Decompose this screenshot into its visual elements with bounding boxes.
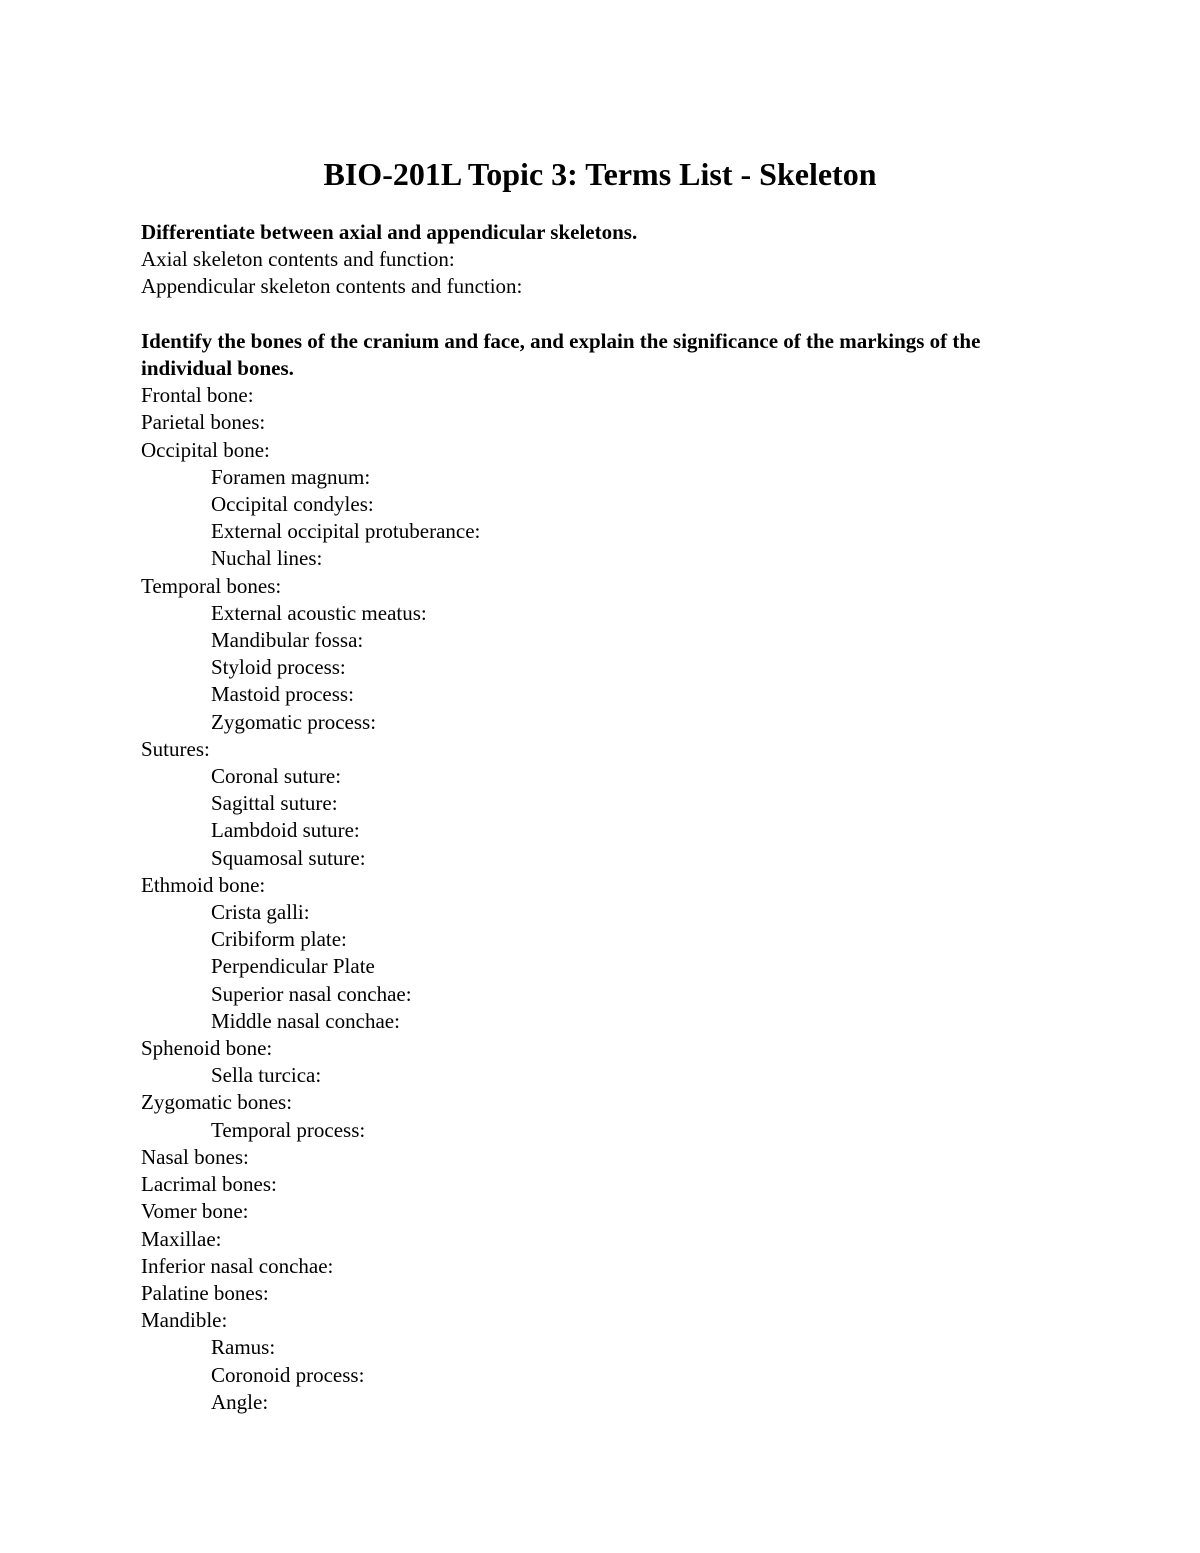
- sub-term-item: Coronoid process:: [211, 1362, 365, 1387]
- sub-term-item: Coronal suture:: [211, 764, 342, 789]
- term-item: Frontal bone:: [141, 383, 254, 408]
- term-item: Sphenoid bone:: [141, 1036, 273, 1061]
- section-heading: Differentiate between axial and appendicular skeletons.: [141, 220, 638, 244]
- document-body: [141, 219, 1061, 1416]
- term-item: Mandible:: [141, 1308, 228, 1333]
- terms-section: [141, 219, 1061, 301]
- terms-section: [141, 328, 1061, 1416]
- sub-term-item: Mandibular fossa:: [211, 628, 364, 653]
- term-item: Vomer bone:: [141, 1199, 249, 1224]
- sub-term-item: External occipital protuberance:: [211, 519, 481, 544]
- sub-term-item: External acoustic meatus:: [211, 600, 427, 625]
- term-item: Axial skeleton contents and function:: [141, 247, 455, 272]
- sub-term-item: Superior nasal conchae:: [211, 981, 412, 1006]
- term-item: Nasal bones:: [141, 1144, 249, 1169]
- sub-term-item: Sella turcica:: [211, 1063, 322, 1088]
- term-item: Temporal bones:: [141, 573, 282, 598]
- sub-term-item: Nuchal lines:: [211, 546, 323, 571]
- sub-term-item: Ramus:: [211, 1335, 276, 1360]
- page-title: BIO-201L Topic 3: Terms List - Skeleton: [323, 156, 877, 192]
- sub-term-item: Perpendicular Plate: [211, 954, 375, 979]
- sub-term-item: Mastoid process:: [211, 682, 354, 707]
- section-heading: Identify the bones of the cranium and face, and explain the significance of the markings of the individual bones.: [141, 328, 981, 380]
- sub-term-item: Zygomatic process:: [211, 709, 377, 734]
- sub-term-item: Squamosal suture:: [211, 845, 366, 870]
- term-item: Zygomatic bones:: [141, 1090, 293, 1115]
- sub-term-item: Styloid process:: [211, 655, 346, 680]
- term-item: Occipital bone:: [141, 437, 270, 462]
- term-item: Parietal bones:: [141, 410, 266, 435]
- sub-term-item: Angle:: [211, 1389, 269, 1414]
- term-item: Sutures:: [141, 736, 210, 761]
- sub-term-item: Lambdoid suture:: [211, 818, 360, 843]
- term-item: Appendicular skeleton contents and function:: [141, 274, 523, 299]
- term-item: Lacrimal bones:: [141, 1172, 277, 1197]
- sub-term-item: Foramen magnum:: [211, 464, 371, 489]
- term-item: Inferior nasal conchae:: [141, 1253, 334, 1278]
- sub-term-item: Temporal process:: [211, 1117, 366, 1142]
- sub-term-item: Cribiform plate:: [211, 927, 347, 952]
- term-item: Ethmoid bone:: [141, 872, 266, 897]
- sub-term-item: Occipital condyles:: [211, 492, 374, 517]
- term-item: Palatine bones:: [141, 1280, 269, 1305]
- sub-term-item: Middle nasal conchae:: [211, 1008, 400, 1033]
- sub-term-item: Sagittal suture:: [211, 791, 338, 816]
- sub-term-item: Crista galli:: [211, 900, 310, 925]
- term-item: Maxillae:: [141, 1226, 222, 1251]
